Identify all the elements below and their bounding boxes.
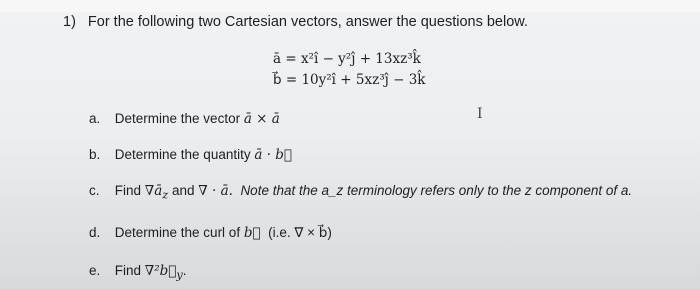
window-top-strip: [0, 0, 700, 12]
part-a: [89, 111, 280, 127]
part-label: a.: [89, 111, 101, 126]
part-math-divergence: ∇ · ā.: [198, 183, 233, 199]
part-text: Determine the quantity: [114, 147, 251, 162]
part-label: c.: [89, 183, 100, 198]
question-prompt: For the following two Cartesian vectors, answer the questions below.: [87, 14, 528, 30]
part-math: ā · b⃗: [254, 147, 293, 163]
part-c: [89, 183, 632, 202]
question-header: [63, 14, 528, 30]
part-math: ā × ā: [243, 111, 280, 127]
part-e: [89, 263, 187, 282]
part-note: Note that the a_z terminology refers only to the z component of a.: [240, 183, 633, 198]
text-cursor-icon: I: [477, 106, 483, 122]
part-math: b⃗: [243, 225, 261, 241]
part-d: [89, 225, 332, 241]
part-text: Find: [114, 263, 142, 278]
part-text: Determine the vector: [114, 111, 241, 126]
part-label: b.: [89, 147, 101, 162]
vector-b-definition: b⃗ = 10y²î + 5xz³ĵ − 3k̂: [273, 72, 426, 88]
vector-a-definition: ā = x²î − y²ĵ + 13xz³k̂: [273, 51, 421, 67]
part-text: Determine the curl of: [114, 225, 241, 240]
part-conjunction: and: [171, 183, 195, 198]
part-period: .: [182, 263, 187, 278]
part-text: Find: [114, 183, 142, 198]
question-number: 1): [63, 14, 76, 30]
part-math: ∇²b⃗: [144, 263, 177, 279]
part-math-subscript: y: [176, 268, 183, 282]
part-math-gradient: ∇ā: [144, 183, 163, 199]
part-parenthetical: (i.e. ∇ × b⃗): [268, 225, 332, 240]
part-math-subscript: z: [162, 188, 169, 202]
part-b: [89, 147, 292, 163]
part-label: d.: [89, 225, 101, 240]
part-label: e.: [89, 263, 101, 278]
